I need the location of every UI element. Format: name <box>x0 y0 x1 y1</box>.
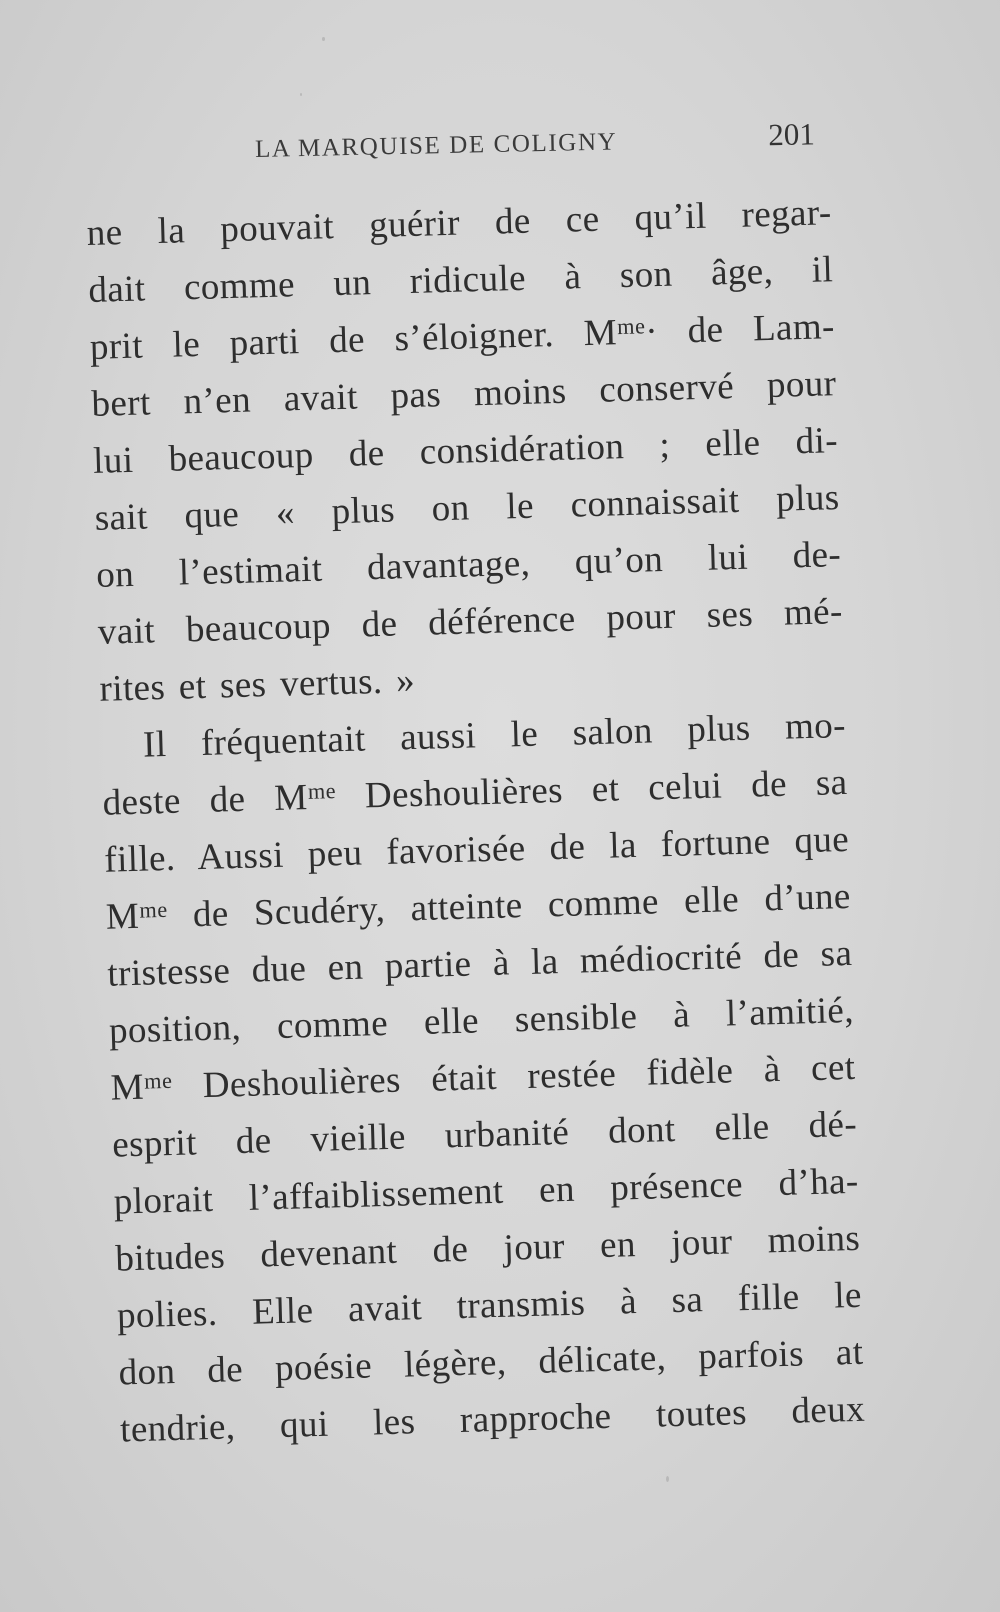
running-head <box>255 116 816 168</box>
text-line: position, comme elle sensible à l’amitié, <box>108 989 855 1052</box>
text-line: polies. Elle avait transmis à sa fille le <box>116 1274 863 1337</box>
text-line: bert n’en avait pas moins conservé pour <box>90 363 837 425</box>
text-line: Mᵐᵉ de Scudéry, atteinte comme elle d’une <box>105 875 852 938</box>
text-line: esprit de vieille urbanité dont elle dé- <box>111 1103 858 1166</box>
paragraph-start-line: Il fréquentait aussi le salon plus mo- <box>142 704 847 766</box>
paper-speck <box>300 93 302 96</box>
page-number: 201 <box>767 116 816 153</box>
text-line: dait comme un ridicule à son âge, il <box>87 249 834 311</box>
text-line: sait que « plus on le connaissait plus <box>94 477 841 539</box>
text-line: ne la pouvait guérir de ce qu’il regar- <box>86 192 833 254</box>
text-line: Mᵐᵉ Deshoulières était restée fidèle à cet <box>110 1046 856 1109</box>
text-line: plorait l’affaiblissement en présence d’ha- <box>113 1160 860 1223</box>
text-line: deste de Mᵐᵉ Deshoulières et celui de sa <box>102 761 848 824</box>
text-line: vait beaucoup de déférence pour ses mé- <box>97 591 844 653</box>
text-line: tendrie, qui les rapproche toutes deux <box>119 1388 866 1451</box>
text-line: bitudes devenant de jour en jour moins <box>114 1217 861 1280</box>
text-line: tristesse due en partie à la médiocrité de sa <box>106 932 853 995</box>
running-title: LA MARQUISE DE COLIGNY <box>254 128 618 163</box>
text-line: lui beaucoup de considération ; elle di- <box>92 420 839 482</box>
body-text <box>86 184 866 1458</box>
text-line: rites et ses vertus. » <box>98 660 416 710</box>
paper-speck <box>322 37 325 41</box>
text-line: fille. Aussi peu favorisée de la fortune que <box>103 818 850 881</box>
text-line: on l’estimait davantage, qu’on lui de- <box>95 534 842 596</box>
text-line: don de poésie légère, délicate, parfois at <box>118 1331 864 1394</box>
text-line: prit le parti de s’éloigner. Mᵐᵉ· de Lam- <box>89 306 836 368</box>
paper-speck <box>666 1476 669 1482</box>
